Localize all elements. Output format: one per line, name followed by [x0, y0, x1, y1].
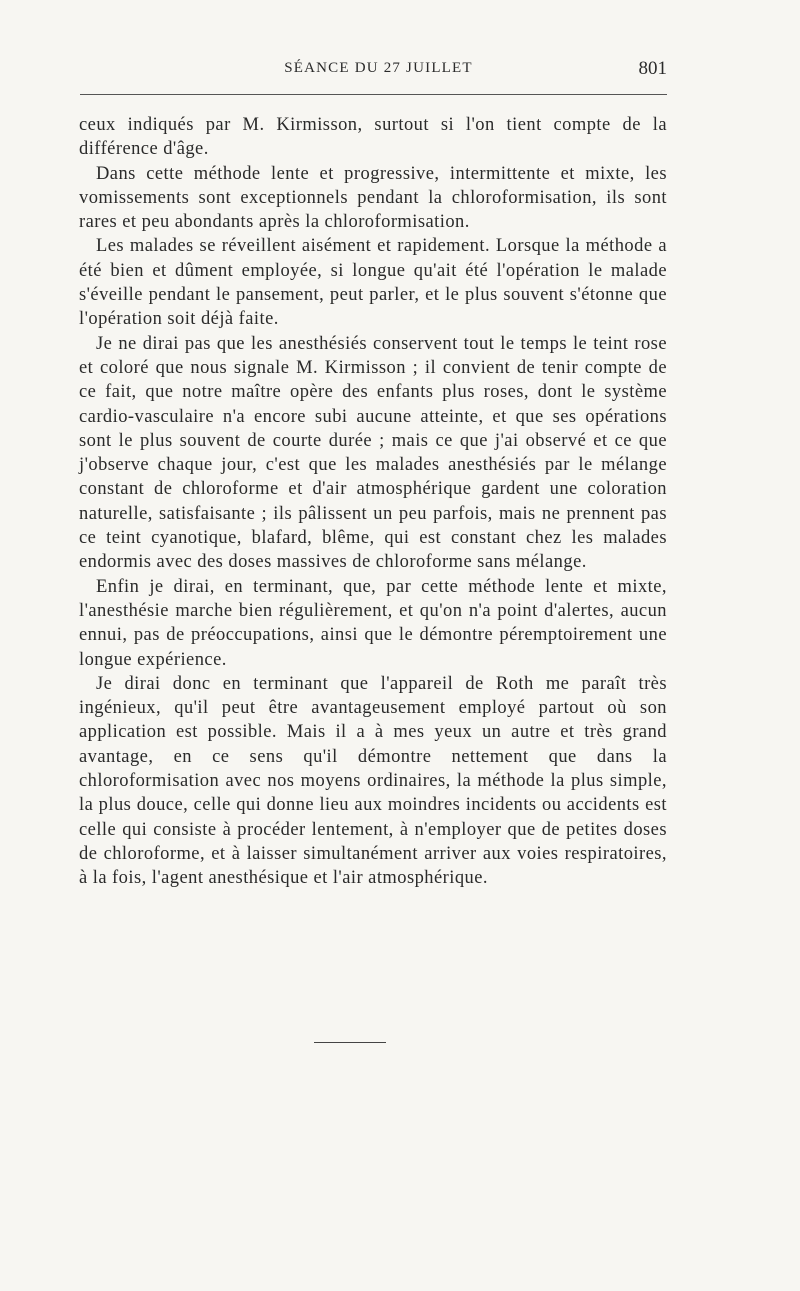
end-rule — [314, 1042, 386, 1043]
paragraph-vomissements: Dans cette méthode lente et progressive, intermittente et mixte, les vomissements sont exceptionnels pendant la chloroformisation, ils sont rares et peu abondants après la chloroformisation. — [79, 163, 667, 233]
running-head — [80, 58, 667, 86]
header-rule — [80, 94, 667, 95]
paragraph-alertes: Enfin je dirai, en terminant, que, par cette méthode lente et mixte, l'anesthésie marche bien régulièrement, et qu'on n'a point d'alertes, aucun ennui, pas de préoccupations, ainsi que le démontre péremptoirement une longue expérience. — [79, 576, 667, 670]
paragraph-conclusion: Je dirai donc en terminant que l'appareil de Roth me paraît très ingénieux, qu'il peut être avantageusement employé partout où son application est possible. Mais il a à mes yeux un autre et très grand avantage, en ce sens qu'il démontre nettement que dans la chloroformisation avec nos moyens ordinaires, la méthode la plus simple, la plus douce, celle qui donne lieu aux moindres incidents ou accidents est celle qui consiste à procéder lentement, à n'employer que de petites doses de chloroforme, et à laisser simultanément arriver aux voies respiratoires, à la fois, l'agent anesthésique et l'air atmosphérique. — [79, 673, 667, 889]
page-number: 801 — [638, 58, 667, 79]
body-text — [79, 113, 667, 891]
paragraph-reveil: Les malades se réveillent aisément et rapidement. Lorsque la méthode a été bien et dûment employée, si longue qu'ait été l'opération le malade s'éveille pendant le pansement, peut parler, et le plus souvent s'étonne que l'opération soit déjà faite. — [79, 236, 667, 330]
paragraph-teint: Je ne dirai pas que les anesthésiés conservent tout le temps le teint rose et coloré que nous signale M. Kirmisson ; il convient de tenir compte de ce fait, que notre maître opère des enfants plus roses, dont le système cardio-vasculaire n'a encore subi aucune atteinte, et que ses opérations sont le plus souvent de courte durée ; mais ce que j'ai observé et ce que j'observe chaque jour, c'est que les malades anesthésiés par le mélange constant de chloroforme et d'air atmosphérique gardent une coloration naturelle, satisfaisante ; ils pâlissent un peu parfois, mais ne prennent pas ce teint cyanotique, blafard, blême, qui est constant chez les malades endormis avec des doses massives de chloroforme sans mélange. — [79, 333, 667, 573]
running-title: SÉANCE DU 27 JUILLET — [284, 60, 473, 76]
paragraph-continuation: ceux indiqués par M. Kirmisson, surtout si l'on tient compte de la différence d'âge. — [79, 115, 667, 160]
